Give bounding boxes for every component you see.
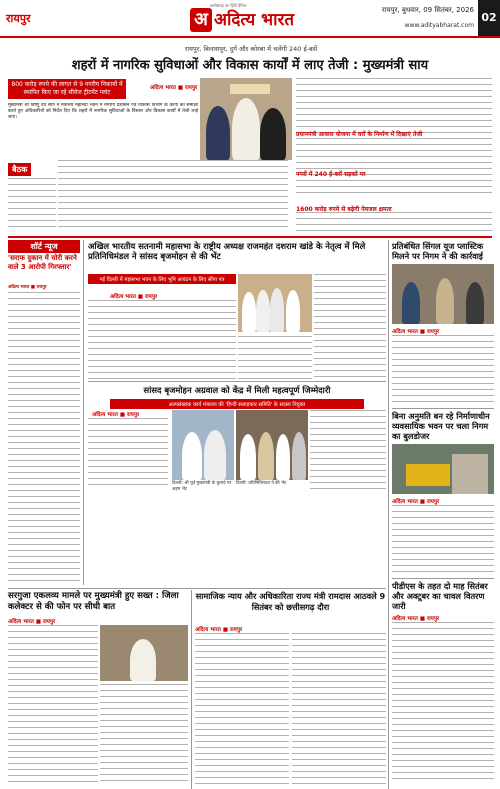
masthead-logo-icon: अ — [190, 8, 212, 32]
lead-body-1: मुख्यमंत्री श्री विष्णु देव साय ने मंत्रालय महानदी भवन में नगरीय प्रशासन एवं विकास विभाग के कार्यों की समीक्षा करते हुए अधिकारियों को निर्देश दिए कि शहरों में नागरिक सुविधाओं के विस्तार और विकास कार्यों में तेजी लाई जाए। — [8, 103, 198, 120]
lead-section-label: बैठक — [8, 163, 31, 176]
lead-kicker: रायपुर, बिलासपुर, दुर्ग और कोरबा में चलेंगी 240 ई-बसें — [184, 45, 318, 53]
cm-byline: अदित्य भारत ■ रायपुर — [8, 619, 56, 625]
column-divider — [83, 240, 84, 585]
column-divider-3 — [191, 590, 192, 789]
city-label: रायपुर — [6, 12, 31, 25]
section-divider-2 — [88, 381, 386, 382]
cm-headline: सरगुजा एकलव्य मामले पर मुख्यमंत्री हुए सख्त : जिला कलेक्टर से की फोन पर सीधी बात — [8, 591, 179, 612]
delegation-photo — [238, 274, 312, 332]
plastic-photo — [392, 264, 494, 324]
page-number: 02 — [478, 0, 500, 36]
brij-photo-right — [236, 410, 308, 480]
short-news-label: शॉर्ट न्यूज — [8, 240, 80, 253]
section-divider-5 — [8, 588, 386, 589]
brij-headline: सांसद बृजमोहन अग्रवाल को केंद्र में मिली महत्वपूर्ण जिम्मेदारी — [143, 385, 331, 395]
short-news-headline: 'सराफ दुकान में चोरी करने वाले 3 आरोपी गिरफ्तार' — [8, 254, 77, 271]
lead-headline: शहरों में नागरिक सुविधाओं और विकास कार्यों में लाए तेजी : मुख्यमंत्री साय — [71, 58, 429, 73]
masthead — [190, 2, 310, 34]
section-divider — [8, 236, 492, 238]
delegation-byline: अदित्य भारत ■ रायपुर — [110, 294, 158, 300]
delegation-body-3 — [314, 274, 386, 380]
plastic-byline: अदित्य भारत ■ रायपुर — [392, 329, 440, 335]
column-divider-2 — [388, 240, 389, 789]
delegation-body — [88, 300, 236, 380]
brij-caption-right: दिल्ली: प्रतिनिधिमंडल ने की भेंट — [236, 481, 287, 486]
social-byline: अदित्य भारत ■ रायपुर — [195, 627, 243, 633]
lead-photo — [200, 78, 292, 160]
short-news-byline: अदित्य भारत ■ रायपुर — [8, 285, 47, 290]
brij-body — [88, 418, 168, 490]
section-divider-4 — [392, 578, 494, 579]
brij-byline: अदित्य भारत ■ रायपुर — [92, 412, 140, 418]
cm-body-2 — [100, 684, 188, 785]
short-news-body — [8, 292, 80, 585]
delegation-body-2 — [238, 336, 312, 380]
lead-highlight-box: 800 करोड़ रुपये की लागत से 9 नगरीय निकायों में स्थापित किए जा रहे सीवेज ट्रीटमेंट प्लांट — [8, 79, 126, 99]
brij-photo-left — [172, 410, 234, 480]
page-header — [0, 0, 500, 38]
bulldozer-body — [392, 505, 494, 577]
brij-subhead: अल्पसंख्यक कार्य मंत्रालय की 'हिन्दी सलाहकार समिति' के सदस्य नियुक्त — [110, 399, 364, 409]
lead-body-text — [58, 160, 288, 230]
plastic-headline: प्रतिबंधित सिंगल यूज प्लास्टिक मिलने पर निगम ने की कार्रवाई — [392, 241, 484, 261]
bulldozer-photo — [392, 444, 494, 494]
lead-byline: अदित्य भारत ■ रायपुर — [150, 85, 198, 91]
pds-headline: पीडीएस के तहत दो माह सितंबर और अक्टूबर का चावल वितरण जारी — [392, 581, 488, 611]
lead-subhead-1: प्रधानमंत्री आवास योजना में घरों के निर्माण में दिखाएं तेजी — [296, 131, 423, 138]
bulldozer-headline: बिना अनुमति बन रहे निर्माणाधीन व्यवसायिक भवन पर चला निगम का बुलडोजर — [392, 411, 490, 441]
lead-body-text-left — [8, 178, 56, 230]
social-body — [195, 633, 289, 785]
social-body-2 — [292, 633, 386, 785]
delegation-subhead: नई दिल्ली में महासभा भवन के लिए भूमि आवंटन के लिए सौंपा पत्र — [88, 274, 236, 284]
pds-byline: अदित्य भारत ■ रायपुर — [392, 616, 440, 622]
social-headline: सामाजिक न्याय और अधिकारिता राज्य मंत्री रामदास आठवले 9 सितंबर को छत्तीसगढ़ दौरा — [195, 591, 386, 612]
cm-photo — [100, 625, 188, 681]
lead-subhead-3: 1600 करोड़ रुपये से बढ़ेगी पेयजल क्षमता — [296, 206, 392, 213]
lead-right-text-2 — [296, 212, 492, 234]
brij-body-2 — [310, 410, 386, 490]
lead-right-text — [296, 78, 492, 198]
plastic-body — [392, 335, 494, 405]
masthead-title: अदित्य भारत — [214, 10, 295, 30]
delegation-headline: अखिल भारतीय सतनामी महासभा के राष्ट्रीय अध्यक्ष राजमहंत दशराम खांडे के नेतृत्व में मिले प्रतिनिधिमंडल ने सांसद बृजमोहन से की भेंट — [88, 241, 366, 261]
masthead-tagline: छत्तीसगढ़ का हिंदी दैनिक — [210, 3, 247, 8]
pds-body — [392, 622, 494, 784]
brij-caption-left: दिल्ली: श्री पूर्व मुख्यमंत्री के बुलावे पर अहम भेंट — [172, 481, 232, 492]
bulldozer-byline: अदित्य भारत ■ रायपुर — [392, 499, 440, 505]
lead-subhead-2: नगरों में 240 ई-बसें सड़कों पर — [296, 171, 366, 178]
dateline: रायपुर, बुधवार, 09 सितंबर, 2026 — [381, 6, 474, 14]
website-url[interactable]: www.adityabharat.com — [404, 22, 474, 29]
section-divider-3 — [392, 408, 494, 409]
cm-body — [8, 625, 98, 785]
